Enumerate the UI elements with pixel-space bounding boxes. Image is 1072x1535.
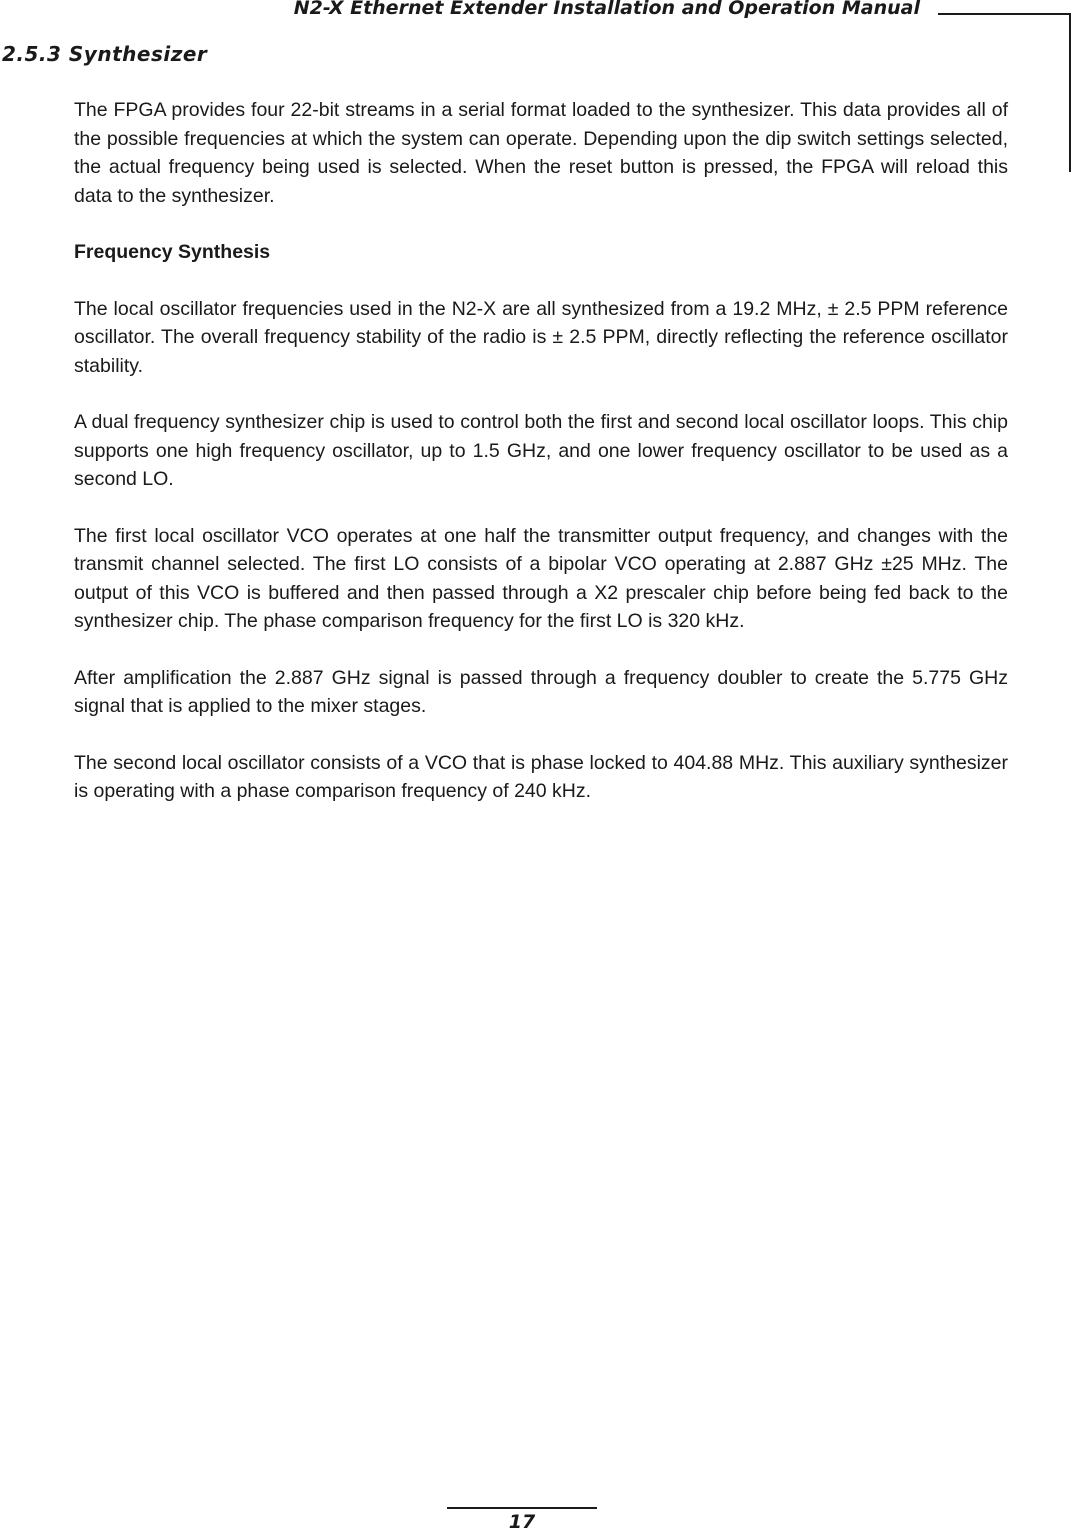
paragraph-second-lo: The second local oscillator consists of a VCO that is phase locked to 404.88 MHz. This auxiliary synthesizer is operating with a phase comparison frequency of 240 kHz. (74, 751, 1008, 802)
footer-rule (447, 1507, 597, 1509)
page-number: 17 (508, 1511, 536, 1533)
paragraph-local-oscillator: The local oscillator frequencies used in the N2-X are all synthesized from a 19.2 MHz, ± 2.5 PPM reference oscillator. The overall frequency stability of the radio is ± 2.5 PPM, directly reflecting the reference oscillator stability. (74, 297, 1008, 377)
header-vertical-rule (1069, 13, 1071, 172)
paragraph-first-lo: The first local oscillator VCO operates at one half the transmitter output frequency, and changes with the transmit channel selected. The first LO consists of a bipolar VCO operating at 2.887 GHz ±25 MHz. The output of this VCO is buffered and then passed through a X2 prescaler chip before being fed back to the synthesizer chip. The phase comparison frequency for the first LO is 320 kHz. (74, 524, 1008, 632)
header-rule (938, 13, 1071, 15)
section-heading: 2.5.3 Synthesizer (2, 42, 208, 66)
body-text (74, 96, 1008, 834)
paragraph-dual-synthesizer: A dual frequency synthesizer chip is used to control both the first and second local oscillator loops. This chip supports one high frequency oscillator, up to 1.5 GHz, and one lower frequency oscillator to be used as a second LO. (74, 411, 1008, 490)
subheading-frequency-synthesis: Frequency Synthesis (74, 241, 271, 263)
paragraph-amplification: After amplification the 2.887 GHz signal is passed through a frequency doubler to create the 5.775 GHz signal that is applied to the mixer stages. (74, 666, 1008, 717)
paragraph-fpga: The FPGA provides four 22-bit streams in a serial format loaded to the synthesizer. This data provides all of the possible frequencies at which the system can operate. Depending upon the dip switch settings selected, the actual frequency being used is selected. When the reset button is pressed, the FPGA will reload this data to the synthesizer. (74, 99, 1008, 207)
manual-title: N2-X Ethernet Extender Installation and Operation Manual (293, 0, 920, 19)
